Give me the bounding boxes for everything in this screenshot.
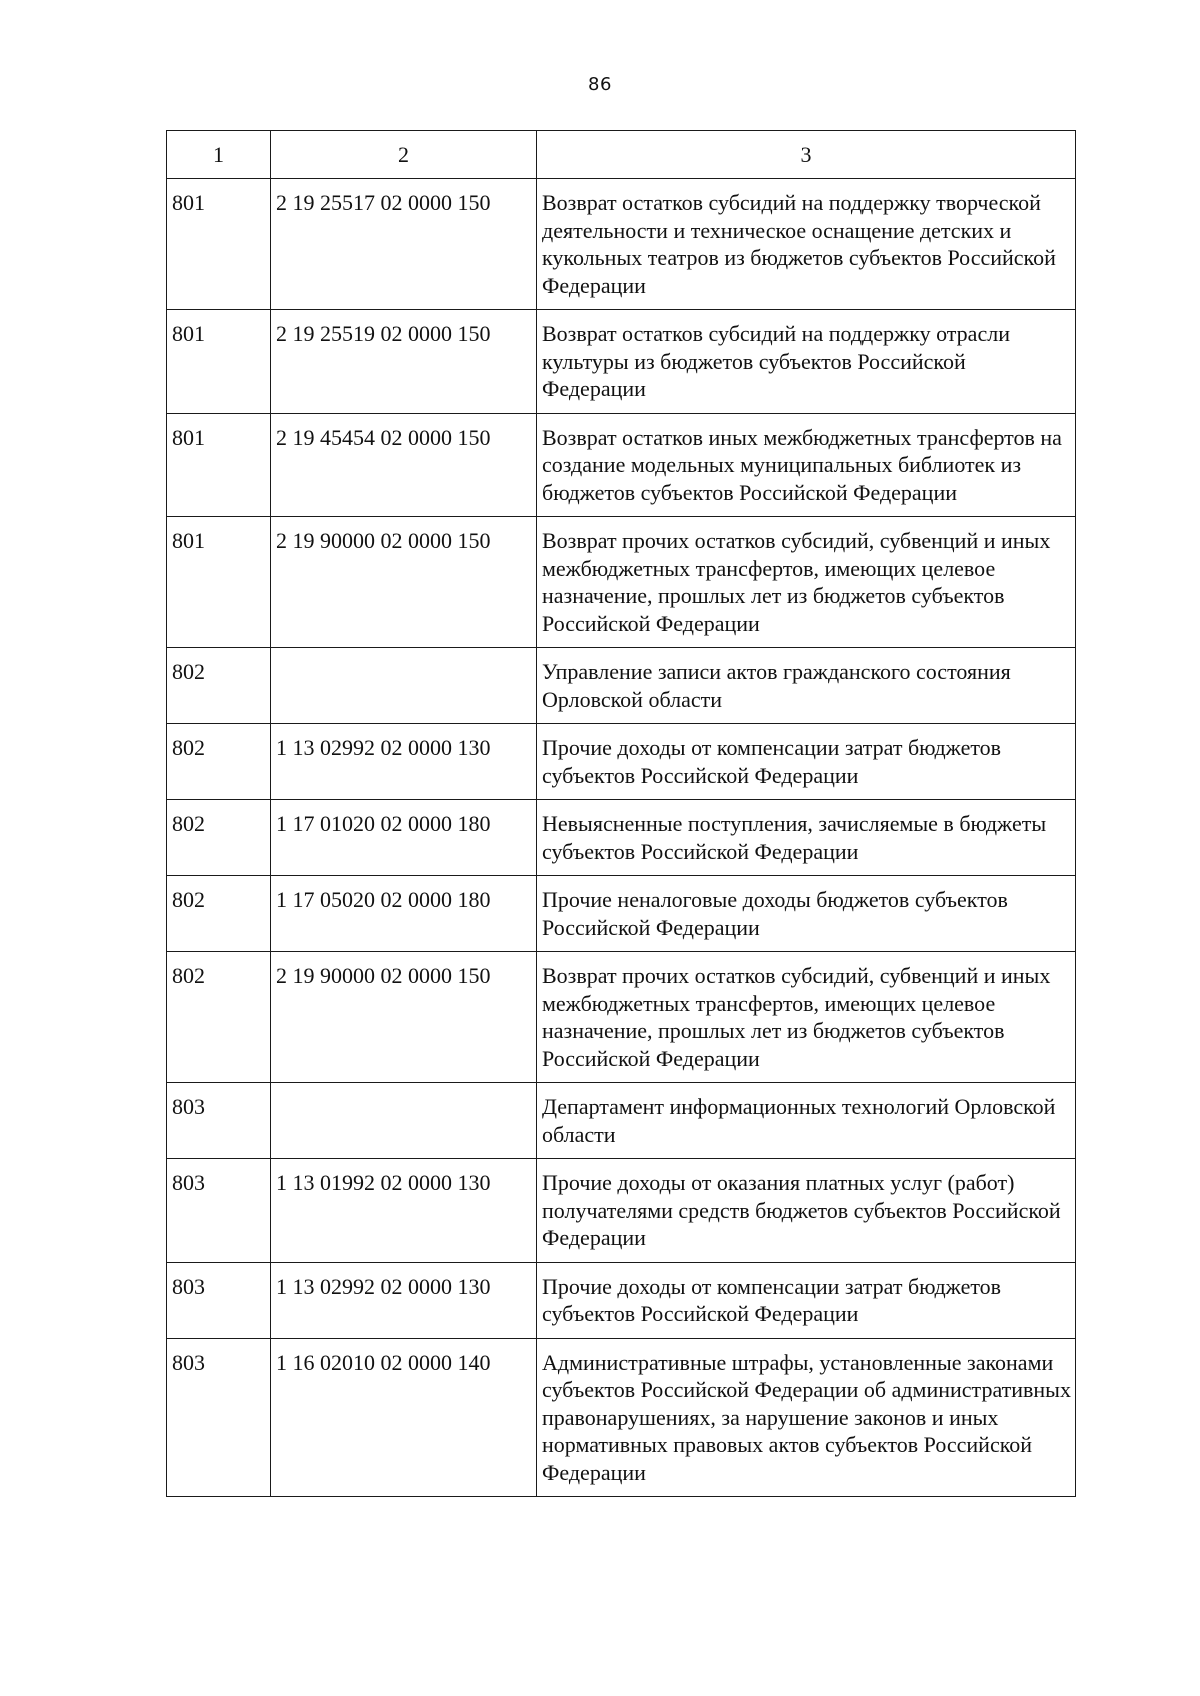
table-row bbox=[167, 1262, 1076, 1338]
budget-code-cell: 2 19 90000 02 0000 150 bbox=[271, 517, 537, 648]
table-row bbox=[167, 800, 1076, 876]
revenue-name-cell: Возврат остатков субсидий на поддержку отрасли культуры из бюджетов субъектов Российской Федерации bbox=[537, 310, 1076, 414]
admin-code-cell: 801 bbox=[167, 179, 271, 310]
table-row bbox=[167, 413, 1076, 517]
table-row bbox=[167, 1338, 1076, 1497]
budget-code-cell: 1 16 02010 02 0000 140 bbox=[271, 1338, 537, 1497]
revenue-name-cell: Возврат прочих остатков субсидий, субвенций и иных межбюджетных трансфертов, имеющих целевое назначение, прошлых лет из бюджетов субъектов Российской Федерации bbox=[537, 952, 1076, 1083]
revenue-name-cell: Возврат остатков субсидий на поддержку творческой деятельности и техническое оснащение детских и кукольных театров из бюджетов субъектов Российской Федерации bbox=[537, 179, 1076, 310]
budget-code-cell: 1 13 01992 02 0000 130 bbox=[271, 1159, 537, 1263]
admin-code-cell: 801 bbox=[167, 310, 271, 414]
table-row bbox=[167, 1083, 1076, 1159]
revenue-codes-table bbox=[166, 130, 1076, 1497]
revenue-name-cell: Прочие неналоговые доходы бюджетов субъектов Российской Федерации bbox=[537, 876, 1076, 952]
budget-code-cell: 1 13 02992 02 0000 130 bbox=[271, 1262, 537, 1338]
table-row bbox=[167, 648, 1076, 724]
budget-code-cell: 2 19 45454 02 0000 150 bbox=[271, 413, 537, 517]
admin-code-cell: 802 bbox=[167, 800, 271, 876]
admin-code-cell: 802 bbox=[167, 724, 271, 800]
page-number: 86 bbox=[588, 74, 612, 95]
budget-code-cell: 1 17 01020 02 0000 180 bbox=[271, 800, 537, 876]
table-row bbox=[167, 1159, 1076, 1263]
revenue-name-cell: Административные штрафы, установленные законами субъектов Российской Федерации об административных правонарушениях, за нарушение законов и иных нормативных правовых актов субъектов Российской Федерации bbox=[537, 1338, 1076, 1497]
budget-code-cell: 1 17 05020 02 0000 180 bbox=[271, 876, 537, 952]
revenue-name-cell: Прочие доходы от компенсации затрат бюджетов субъектов Российской Федерации bbox=[537, 1262, 1076, 1338]
admin-code-cell: 802 bbox=[167, 648, 271, 724]
table-row bbox=[167, 952, 1076, 1083]
revenue-name-cell: Возврат остатков иных межбюджетных трансфертов на создание модельных муниципальных библиотек из бюджетов субъектов Российской Федерации bbox=[537, 413, 1076, 517]
column-header-2: 2 bbox=[271, 131, 537, 179]
column-header-3: 3 bbox=[537, 131, 1076, 179]
budget-code-cell: 2 19 25517 02 0000 150 bbox=[271, 179, 537, 310]
budget-code-cell bbox=[271, 1083, 537, 1159]
revenue-name-cell: Возврат прочих остатков субсидий, субвенций и иных межбюджетных трансфертов, имеющих целевое назначение, прошлых лет из бюджетов субъектов Российской Федерации bbox=[537, 517, 1076, 648]
revenue-name-cell: Департамент информационных технологий Орловской области bbox=[537, 1083, 1076, 1159]
admin-code-cell: 803 bbox=[167, 1159, 271, 1263]
budget-code-cell bbox=[271, 648, 537, 724]
column-header-1: 1 bbox=[167, 131, 271, 179]
budget-code-cell: 2 19 25519 02 0000 150 bbox=[271, 310, 537, 414]
table-row bbox=[167, 876, 1076, 952]
admin-code-cell: 803 bbox=[167, 1083, 271, 1159]
header-row bbox=[167, 131, 1076, 179]
budget-code-cell: 2 19 90000 02 0000 150 bbox=[271, 952, 537, 1083]
revenue-name-cell: Прочие доходы от компенсации затрат бюджетов субъектов Российской Федерации bbox=[537, 724, 1076, 800]
budget-code-cell: 1 13 02992 02 0000 130 bbox=[271, 724, 537, 800]
admin-code-cell: 802 bbox=[167, 876, 271, 952]
table-row bbox=[167, 724, 1076, 800]
revenue-name-cell: Управление записи актов гражданского состояния Орловской области bbox=[537, 648, 1076, 724]
revenue-name-cell: Невыясненные поступления, зачисляемые в бюджеты субъектов Российской Федерации bbox=[537, 800, 1076, 876]
admin-code-cell: 802 bbox=[167, 952, 271, 1083]
table-header bbox=[167, 131, 1076, 179]
admin-code-cell: 803 bbox=[167, 1338, 271, 1497]
admin-code-cell: 803 bbox=[167, 1262, 271, 1338]
revenue-name-cell: Прочие доходы от оказания платных услуг (работ) получателями средств бюджетов субъектов Российской Федерации bbox=[537, 1159, 1076, 1263]
admin-code-cell: 801 bbox=[167, 517, 271, 648]
table-row bbox=[167, 310, 1076, 414]
table-row bbox=[167, 179, 1076, 310]
table-row bbox=[167, 517, 1076, 648]
table-body bbox=[167, 179, 1076, 1497]
admin-code-cell: 801 bbox=[167, 413, 271, 517]
